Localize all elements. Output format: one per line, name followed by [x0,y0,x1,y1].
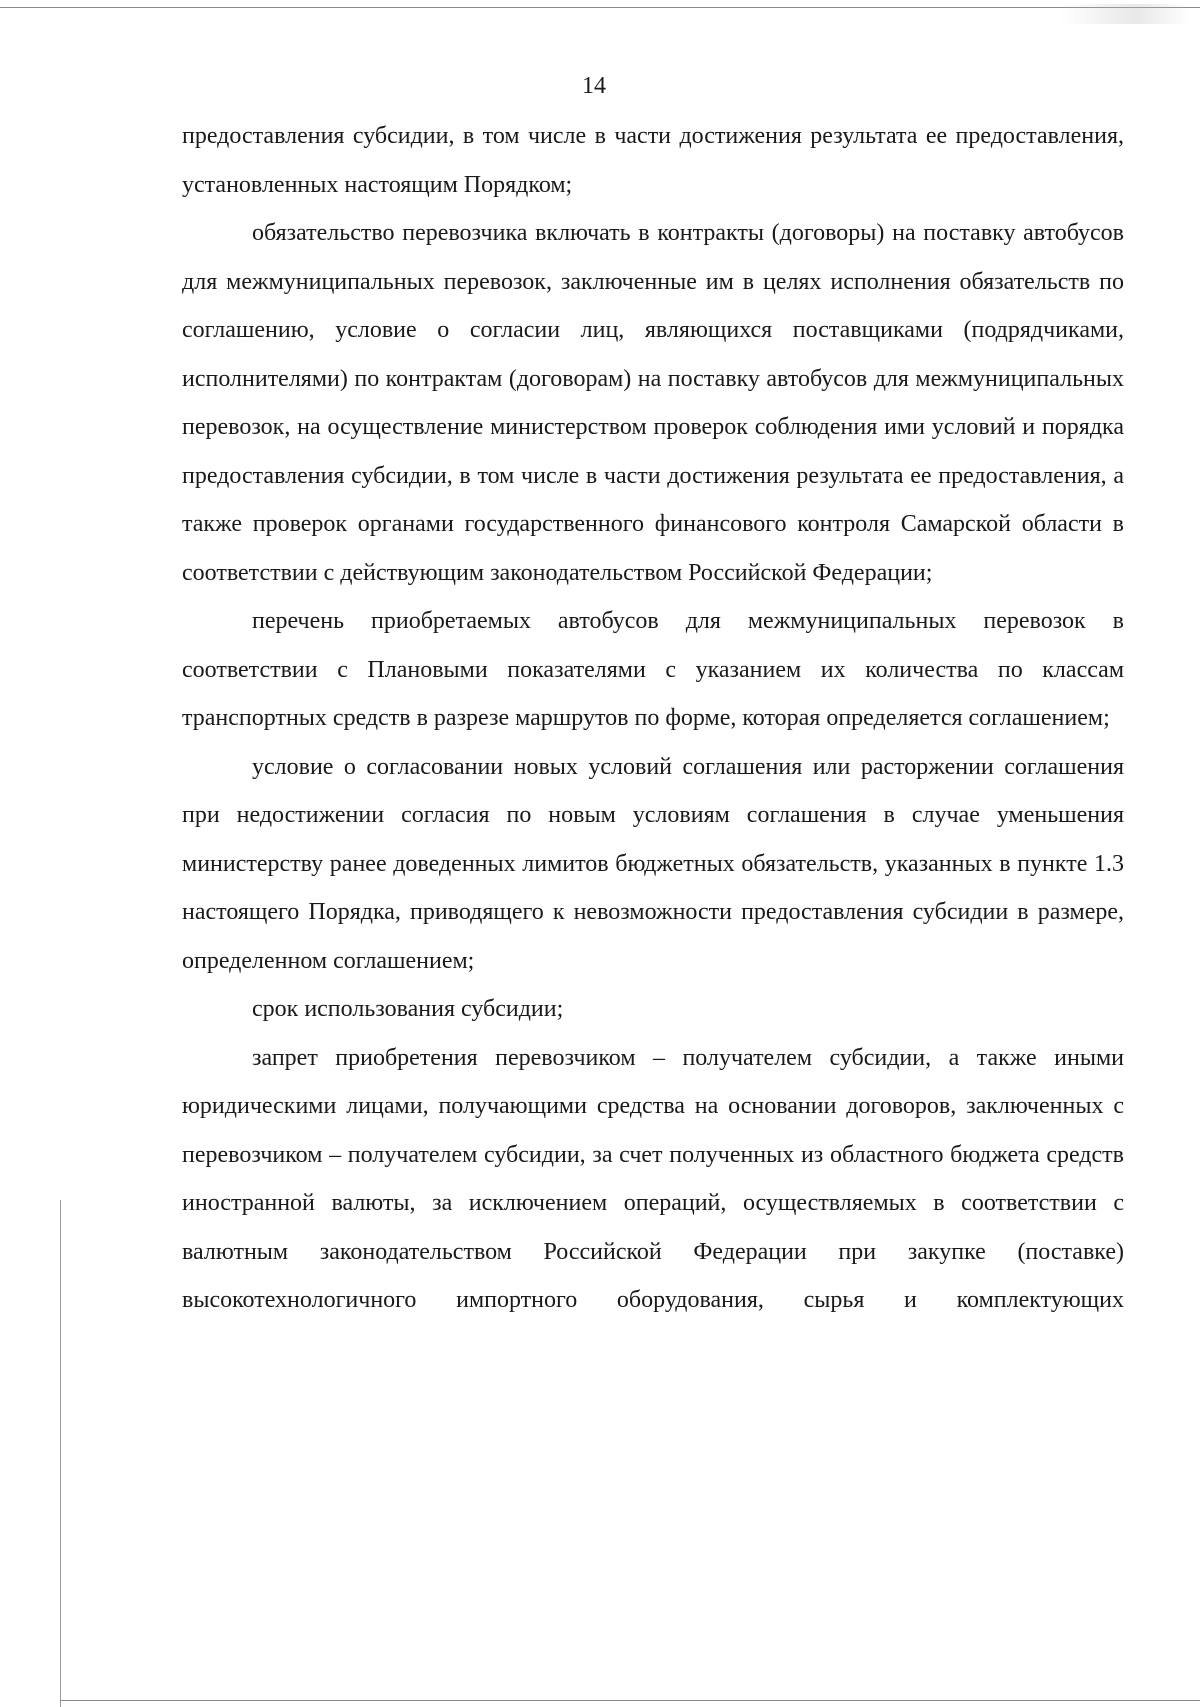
paragraph-1: предоставления субсидии, в том числе в части достижения результата ее предоставления, установленных настоящим Порядком; [182,123,1124,198]
page-number: 14 [582,73,606,99]
scan-edge-top [0,7,1200,8]
scan-edge-left [60,1200,61,1707]
paragraph-3: перечень приобретаемых автобусов для межмуниципальных перевозок в соответствии с Плановыми показателями с указанием их количества по классам транспортных средств в разрезе маршрутов по форме, которая определяется соглашением; [182,608,1124,731]
paragraph-2: обязательство перевозчика включать в контракты (договоры) на поставку автобусов для межмуниципальных перевозок, заключенные им в целях исполнения обязательств по соглашению, условие о согласии лиц, являющихся поставщиками (подрядчиками, исполнителями) по контрактам (договорам) на поставку автобусов для межмуниципальных перевозок, на осуществление министерством проверок соблюдения ими условий и порядка предоставления субсидии, в том числе в части достижения результата ее предоставления, а также проверок органами государственного финансового контроля Самарской области в соответствии с действующим законодательством Российской Федерации; [182,220,1124,586]
document-body [182,112,1124,1325]
scan-smudge [1060,4,1190,24]
paragraph-5: срок использования субсидии; [252,996,564,1022]
paragraph-4: условие о согласовании новых условий соглашения или расторжении соглашения при недостижении согласия по новым условиям соглашения в случае уменьшения министерству ранее доведенных лимитов бюджетных обязательств, указанных в пункте 1.3 настоящего Порядка, приводящего к невозможности предоставления субсидии в размере, определенном соглашением; [182,753,1124,974]
paragraph-6: запрет приобретения перевозчиком – получателем субсидии, а также иными юридическими лицами, получающими средства на основании договоров, заключенных с перевозчиком – получателем субсидии, за счет полученных из областного бюджета средств иностранной валюты, за исключением операций, осуществляемых в соответствии с валютным законодательством Российской Федерации при закупке (поставке) высокотехнологичного импортного оборудования, сырья и комплектующих [182,1044,1124,1313]
scan-edge-bottom [60,1700,1200,1701]
